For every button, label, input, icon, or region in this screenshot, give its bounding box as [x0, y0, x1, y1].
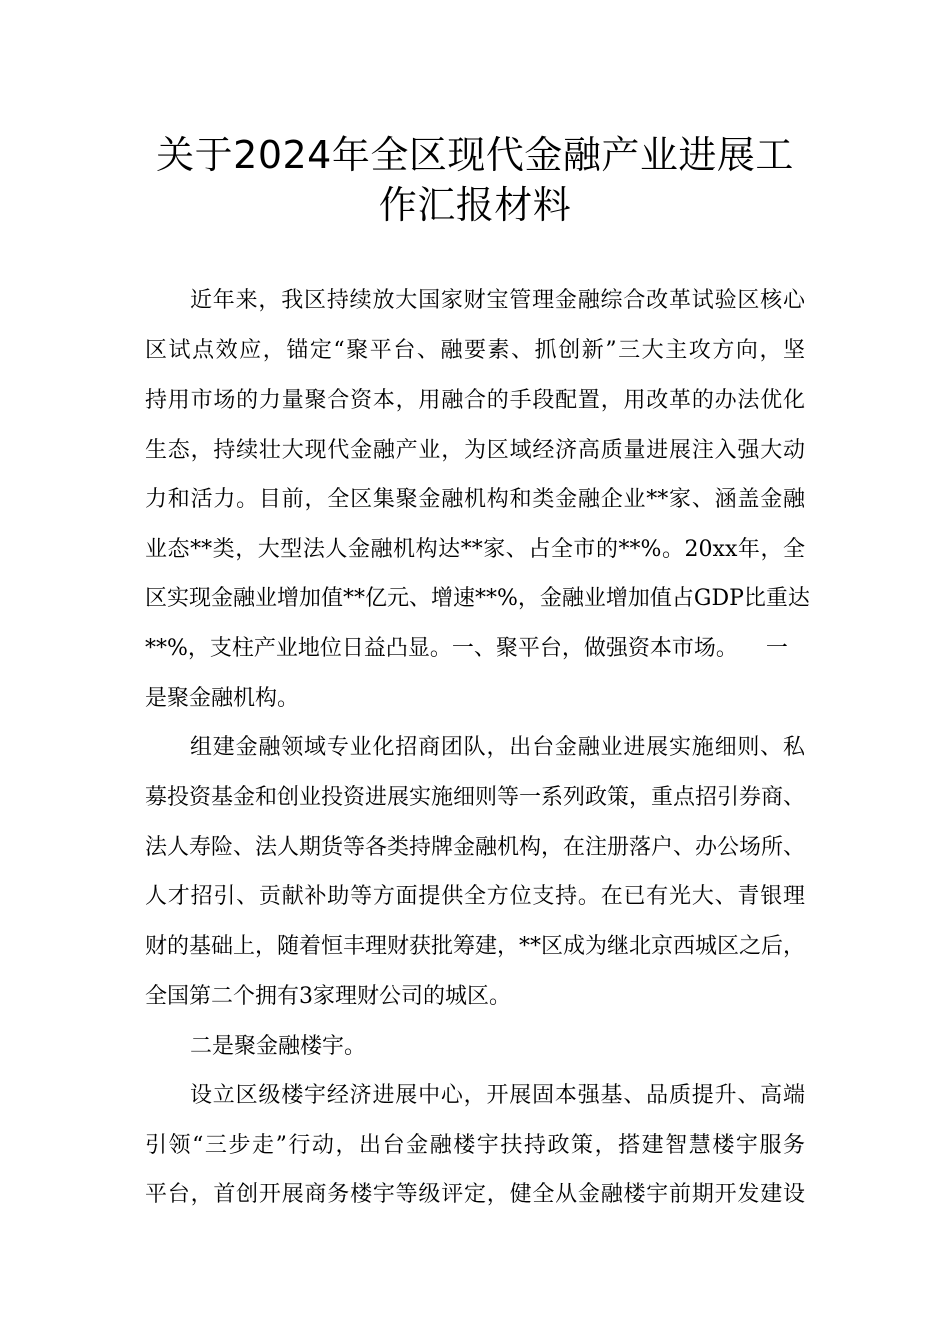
body-line: 持用市场的力量聚合资本，用融合的手段配置，用改革的办法优化 — [145, 388, 805, 413]
body-line: 区实现金融业增加值**亿元、增速**%，金融业增加值占GDP比重达 — [145, 586, 810, 611]
document-title-line-1: 关于2024年全区现代金融产业进展工 — [156, 133, 794, 177]
body-line: 组建金融领域专业化招商团队，出台金融业进展实施细则、私 — [190, 735, 805, 760]
body-line: 近年来，我区持续放大国家财宝管理金融综合改革试验区核心 — [190, 288, 805, 313]
section-heading: 二是聚金融楼宇。 — [190, 1034, 367, 1059]
body-line: 法人寿险、法人期货等各类持牌金融机构，在注册落户、办公场所、 — [145, 835, 806, 860]
document-title-line-2: 作汇报材料 — [378, 183, 572, 227]
body-line: 平台，首创开展商务楼宇等级评定，健全从金融楼宇前期开发建设 — [145, 1182, 805, 1207]
body-line: 人才招引、贡献补助等方面提供全方位支持。在已有光大、青银理 — [145, 884, 805, 909]
body-line: 引领“三步走”行动，出台金融楼宇扶持政策，搭建智慧楼宇服务 — [145, 1133, 805, 1158]
body-line: 业态**类，大型法人金融机构达**家、占全市的**%。20xx年，全 — [145, 537, 805, 562]
body-line: 生态，持续壮大现代金融产业，为区域经济高质量进展注入强大动 — [145, 438, 805, 463]
body-line: 区试点效应，锚定“聚平台、融要素、抓创新”三大主攻方向，坚 — [145, 338, 805, 363]
body-line: **%，支柱产业地位日益凸显。一、聚平台，做强资本市场。 一 — [145, 636, 788, 661]
body-line: 全国第二个拥有3家理财公司的城区。 — [145, 984, 511, 1009]
body-line: 募投资基金和创业投资进展实施细则等一系列政策，重点招引券商、 — [145, 785, 806, 810]
body-line: 财的基础上，随着恒丰理财获批筹建，**区成为继北京西城区之后， — [145, 934, 806, 959]
body-line: 力和活力。目前，全区集聚金融机构和类金融企业**家、涵盖金融 — [145, 487, 805, 512]
body-line: 是聚金融机构。 — [145, 686, 300, 711]
body-line: 设立区级楼宇经济进展中心，开展固本强基、品质提升、高端 — [190, 1083, 805, 1108]
